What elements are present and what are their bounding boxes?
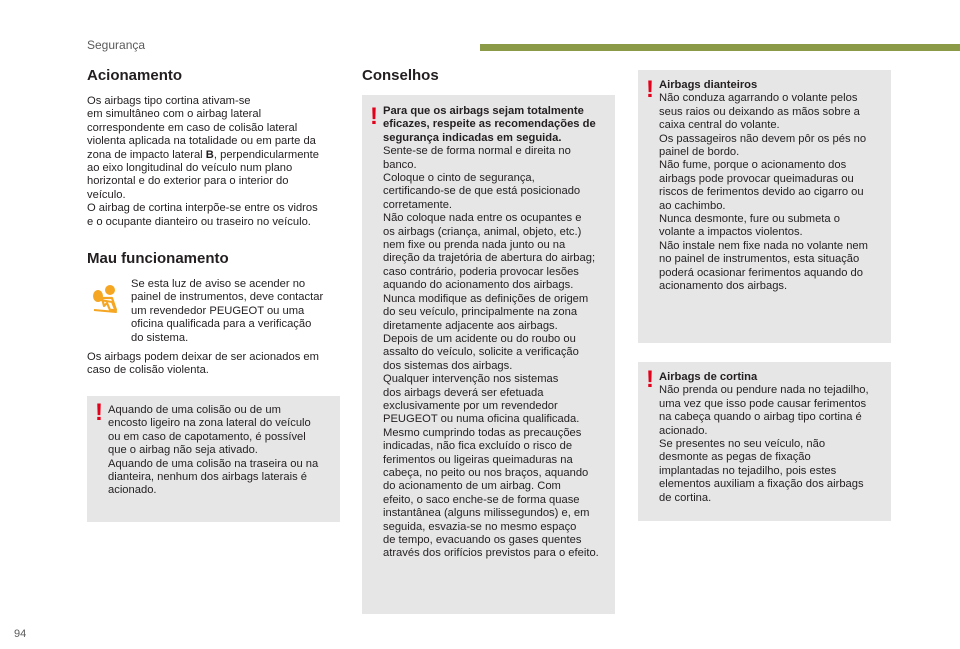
- section-header: Segurança: [87, 38, 146, 52]
- airbags-dianteiros-box: [638, 70, 891, 343]
- airbags-dianteiros-text: Não conduza agarrando o volante pelos seus raios ou deixando as mãos sobre a caixa central do volante. Os passageiros não devem pôr os pés no painel de bordo. Não fume, porque o acionamento dos airbags pode provocar queimaduras ou riscos de ferimentos devido ao cigarro ou ao cachimbo. Nunca desmonte, fure ou submeta o volante a impactos violentos. Não instale nem fixe nada no volante nem no painel de instrumentos, esta situação poderá ocasionar ferimentos aquando do acionamento dos airbags.: [659, 92, 868, 293]
- airbags-dianteiros-content: [659, 79, 891, 294]
- airbags-cortina-text: Não prenda ou pendure nada no tejadilho, uma vez que isso pode causar ferimentos na cabeça quando o airbag tipo cortina é acionado. Se presentes no seu veículo, não desmonte as pegas de fixação implantadas no tejadilho, pois estes elementos auxiliam a fixação dos airbags de cortina.: [659, 384, 869, 504]
- page-number: 94: [14, 628, 27, 640]
- acionamento-text: Os airbags tipo cortina ativam-se em simultâneo com o airbag lateral correspondente em caso de colisão lateral violenta aplicada na totalidade ou em parte da zona de impacto lateral B, perpendicularmente ao eixo longitudinal do veículo num plano horizontal e do exterior para o interior do veículo. O airbag de cortina interpõe-se entre os vidros e o ocupante dianteiro ou traseiro no veículo.: [87, 95, 319, 228]
- warning-exclamation-icon: !: [646, 366, 654, 393]
- warning-light-instructions: Se esta luz de aviso se acender no painel de instrumentos, deve contactar um revendedor PEUGEOT ou uma oficina qualificada para a verificação do sistema.: [131, 278, 324, 344]
- airbags-cortina-title: Airbags de cortina: [659, 371, 758, 383]
- mau-funcionamento-body: Os airbags podem deixar de ser acionados em caso de colisão violenta.: [87, 351, 319, 377]
- warning-exclamation-icon: !: [370, 103, 378, 130]
- warning-exclamation-icon: !: [95, 399, 103, 426]
- conselhos-title: Conselhos: [362, 67, 439, 84]
- conselhos-note-bold: Para que os airbags sejam totalmente eficazes, respeite as recomendações de segurança indicadas em seguida.: [383, 105, 596, 144]
- collision-note-box: [87, 396, 340, 522]
- airbags-cortina-box: [638, 362, 891, 521]
- collision-note-text: Aquando de uma colisão ou de um encosto ligeiro na zona lateral do veículo ou em caso de capotamento, é possível que o airbag não seja ativado. Aquando de uma colisão na traseira ou na dianteira, nenhum dos airbags laterais é acionado.: [108, 404, 319, 497]
- airbags-dianteiros-title: Airbags dianteiros: [659, 79, 758, 91]
- zone-b-label: B: [205, 148, 214, 161]
- warning-exclamation-icon: !: [646, 76, 654, 103]
- conselhos-note-text: [383, 105, 615, 561]
- mau-funcionamento-title: Mau funcionamento: [87, 250, 229, 267]
- airbag-warning-light-icon: [90, 282, 126, 318]
- airbags-cortina-content: [659, 371, 891, 505]
- conselhos-note-box: [362, 95, 615, 614]
- acionamento-title: Acionamento: [87, 67, 183, 84]
- section-header-bar: [480, 44, 960, 51]
- conselhos-note-body: Sente-se de forma normal e direita no banco. Coloque o cinto de segurança, certificando-se de que está posicionado corretamente. Não coloque nada entre os ocupantes e os airbags (criança, animal, objeto, etc.) nem fixe ou prenda nada junto ou na direção da trajetória de abertura do airbag; caso contrário, poderia provocar lesões aquando do acionamento dos airbags. Nunca modifique as definições de origem do seu veículo, principalmente na zona diretamente adjacente aos airbags. Depois de um acidente ou do roubo ou assalto do veículo, solicite a verificação dos sistemas dos airbags. Qualquer intervenção nos sistemas dos airbags deverá ser efetuada exclusivamente por um revendedor PEUGEOT ou numa oficina qualificada. Mesmo cumprindo todas as precauções indicadas, não fica excluído o risco de ferimentos ou ligeiras queimaduras na cabeça, no peito ou nos braços, aquando do acionamento de um airbag. Com efeito, o saco enche-se de forma quase instantânea (alguns milissegundos) e, em seguida, esvazia-se no mesmo espaço de tempo, evacuando os gases quentes através dos orifícios previstos para o efeito.: [383, 145, 599, 560]
